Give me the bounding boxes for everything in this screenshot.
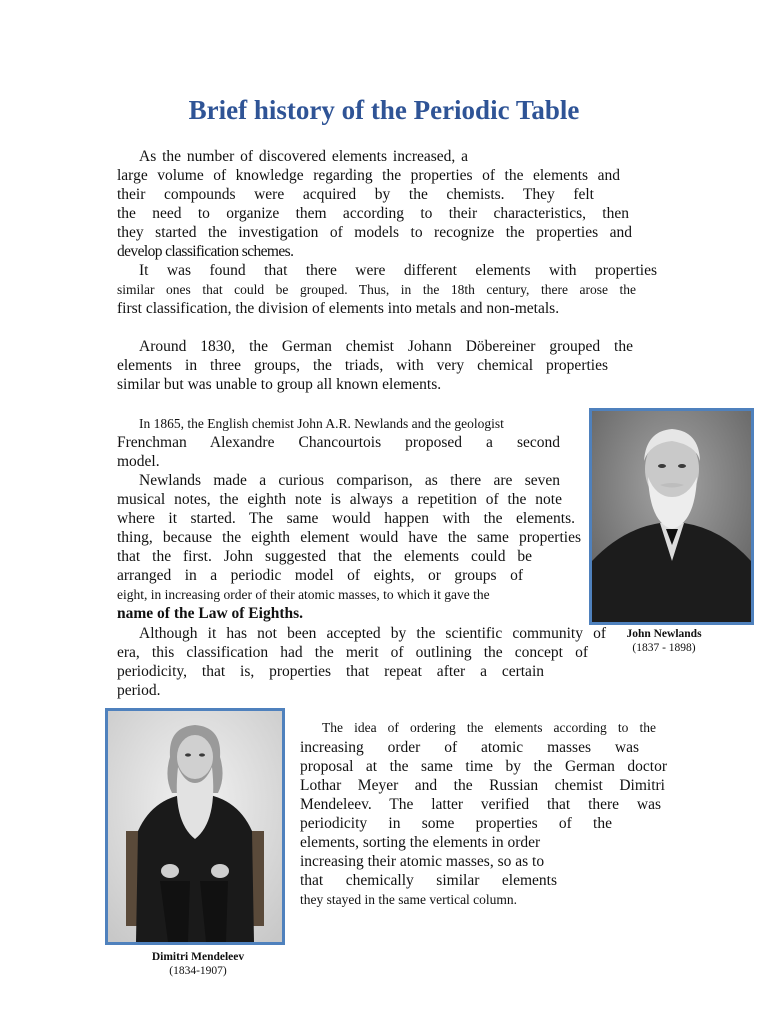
text-line: increasing order of atomic masses was [300,739,639,756]
text-line: large volume of knowledge regarding the properties of the elements and [117,167,620,184]
text-line: elements in three groups, the triads, with very chemical properties [117,357,608,374]
text-line: they started the investigation of models to recognize the properties and [117,224,632,241]
page-title: Brief history of the Periodic Table [188,95,580,125]
text-line: periodicity in some properties of the [300,815,612,832]
mendeleev-name: Dimitri Mendeleev [151,951,245,963]
newlands-name: John Newlands [626,628,702,640]
text-line: the need to organize them according to their characteristics, then [117,205,629,222]
mendeleev-dates: (1834-1907) [169,965,227,977]
text-line: their compounds were acquired by the chemists. They felt [117,186,594,203]
text-line: periodicity, that is, properties that repeat after a certain [117,663,544,680]
mendeleev-portrait-image [108,711,282,942]
text-line: elements, sorting the elements in order [300,834,541,851]
newlands-caption [589,627,739,655]
mendeleev-caption [110,950,286,978]
text-line: first classification, the division of elements into metals and non-metals. [117,300,560,317]
text-line: develop classification schemes. [117,243,294,260]
text-line: As the number of discovered elements increased, a [139,148,469,165]
mendeleev-portrait [105,708,285,945]
text-line: Around 1830, the German chemist Johann Döbereiner grouped the [139,338,633,355]
text-line: eight, in increasing order of their atomic masses, to which it gave the [117,587,490,602]
text-line: Mendeleev. The latter verified that there was [300,796,661,813]
text-line: It was found that there were different elements with properties [139,262,657,279]
text-line: Lothar Meyer and the Russian chemist Dimitri [300,777,665,794]
text-line: In 1865, the English chemist John A.R. Newlands and the geologist [139,416,504,431]
newlands-dates: (1837 - 1898) [632,642,696,654]
text-line: thing, because the eighth element would have the same properties [117,529,581,546]
text-line: model. [117,453,160,470]
text-line: name of the Law of Eighths. [117,605,304,622]
text-line: proposal at the same time by the German doctor [300,758,667,775]
text-line: Newlands made a curious comparison, as there are seven [139,472,560,489]
text-line: similar but was unable to group all known elements. [117,376,442,393]
newlands-portrait-image [592,411,751,622]
text-line: that chemically similar elements [300,872,557,889]
text-line: arranged in a periodic model of eights, or groups of [117,567,523,584]
text-line: that the first. John suggested that the elements could be [117,548,532,565]
text-line: they stayed in the same vertical column. [300,892,518,907]
text-line: where it started. The same would happen with the elements. [117,510,575,527]
text-line: Although it has not been accepted by the scientific community of [139,625,606,642]
text-line: increasing their atomic masses, so as to [300,853,545,870]
text-line: Frenchman Alexandre Chancourtois proposed a second [117,434,560,451]
text-line: The idea of ordering the elements according to the [322,720,656,735]
newlands-portrait [589,408,754,625]
text-line: musical notes, the eighth note is always a repetition of the note [117,491,562,508]
text-line: era, this classification had the merit of outlining the concept of [117,644,588,661]
text-line: similar ones that could be grouped. Thus, in the 18th century, there arose the [117,282,636,297]
text-line: period. [117,682,161,699]
